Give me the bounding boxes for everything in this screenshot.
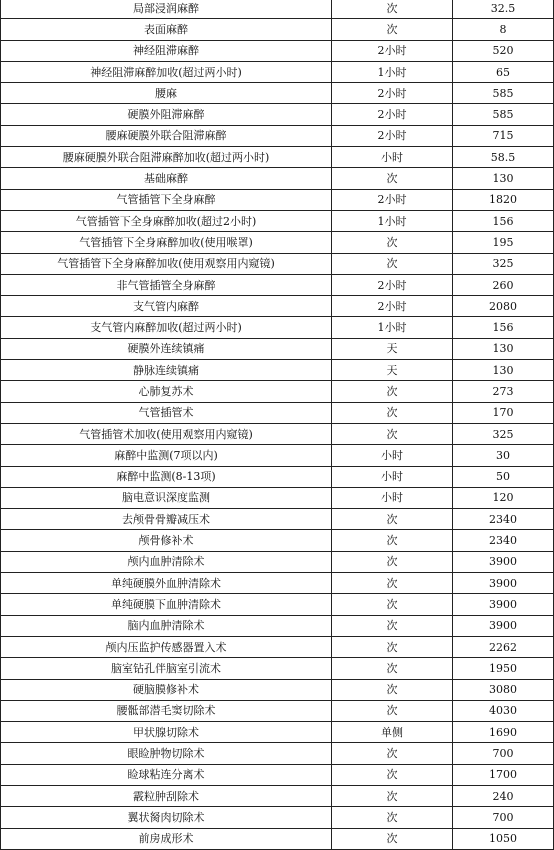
- price-cell: 2340: [453, 530, 554, 551]
- table-row: [1, 743, 554, 764]
- unit-cell: 次: [332, 764, 453, 785]
- price-cell: 1820: [453, 189, 554, 210]
- price-cell: 325: [453, 423, 554, 444]
- unit-cell: 次: [332, 743, 453, 764]
- item-name-cell: 腰麻硬膜外联合阻滞麻醉: [1, 125, 332, 146]
- price-cell: 273: [453, 381, 554, 402]
- price-cell: 3900: [453, 551, 554, 572]
- unit-cell: 2小时: [332, 104, 453, 125]
- item-name-cell: 神经阻滞麻醉加收(超过两小时): [1, 61, 332, 82]
- table-row: [1, 785, 554, 806]
- item-name-cell: 甲状腺切除术: [1, 722, 332, 743]
- item-name-cell: 气管插管下全身麻醉: [1, 189, 332, 210]
- item-name-cell: 麻醉中监测(8-13项): [1, 466, 332, 487]
- price-cell: 50: [453, 466, 554, 487]
- price-cell: 130: [453, 360, 554, 381]
- unit-cell: 次: [332, 232, 453, 253]
- price-cell: 3080: [453, 679, 554, 700]
- item-name-cell: 脑电意识深度监测: [1, 487, 332, 508]
- price-cell: 715: [453, 125, 554, 146]
- price-cell: 8: [453, 19, 554, 40]
- item-name-cell: 气管插管下全身麻醉加收(使用观察用内窥镜): [1, 253, 332, 274]
- table-row: [1, 764, 554, 785]
- item-name-cell: 气管插管术: [1, 402, 332, 423]
- item-name-cell: 神经阻滞麻醉: [1, 40, 332, 61]
- unit-cell: 小时: [332, 147, 453, 168]
- price-cell: 520: [453, 40, 554, 61]
- unit-cell: 次: [332, 0, 453, 19]
- table-row: [1, 636, 554, 657]
- unit-cell: 2小时: [332, 40, 453, 61]
- price-cell: 700: [453, 807, 554, 828]
- item-name-cell: 腰骶部潜毛窦切除术: [1, 700, 332, 721]
- unit-cell: 2小时: [332, 83, 453, 104]
- price-cell: 1950: [453, 658, 554, 679]
- item-name-cell: 睑球粘连分离术: [1, 764, 332, 785]
- table-row: [1, 61, 554, 82]
- table-row: [1, 274, 554, 295]
- table-row: [1, 83, 554, 104]
- item-name-cell: 颅内压监护传感器置入术: [1, 636, 332, 657]
- item-name-cell: 腰麻硬膜外联合阻滞麻醉加收(超过两小时): [1, 147, 332, 168]
- table-row: [1, 423, 554, 444]
- table-row: [1, 509, 554, 530]
- table-row: [1, 19, 554, 40]
- table-row: [1, 232, 554, 253]
- item-name-cell: 颅骨修补术: [1, 530, 332, 551]
- unit-cell: 次: [332, 658, 453, 679]
- unit-cell: 次: [332, 785, 453, 806]
- price-cell: 2080: [453, 296, 554, 317]
- price-cell: 585: [453, 104, 554, 125]
- price-cell: 1700: [453, 764, 554, 785]
- item-name-cell: 霰粒肿刮除术: [1, 785, 332, 806]
- item-name-cell: 颅内血肿清除术: [1, 551, 332, 572]
- item-name-cell: 表面麻醉: [1, 19, 332, 40]
- unit-cell: 次: [332, 615, 453, 636]
- unit-cell: 单侧: [332, 722, 453, 743]
- unit-cell: 次: [332, 381, 453, 402]
- item-name-cell: 脑内血肿清除术: [1, 615, 332, 636]
- table-row: [1, 530, 554, 551]
- table-row: [1, 360, 554, 381]
- table-row: [1, 573, 554, 594]
- unit-cell: 1小时: [332, 210, 453, 231]
- table-row: [1, 338, 554, 359]
- table-row: [1, 722, 554, 743]
- unit-cell: 小时: [332, 445, 453, 466]
- item-name-cell: 支气管内麻醉加收(超过两小时): [1, 317, 332, 338]
- price-cell: 1690: [453, 722, 554, 743]
- item-name-cell: 腰麻: [1, 83, 332, 104]
- item-name-cell: 局部浸润麻醉: [1, 0, 332, 19]
- table-row: [1, 551, 554, 572]
- price-cell: 260: [453, 274, 554, 295]
- price-cell: 195: [453, 232, 554, 253]
- table-row: [1, 147, 554, 168]
- table-row: [1, 679, 554, 700]
- item-name-cell: 硬脑膜修补术: [1, 679, 332, 700]
- item-name-cell: 气管插管术加收(使用观察用内窥镜): [1, 423, 332, 444]
- price-cell: 156: [453, 210, 554, 231]
- table-row: [1, 125, 554, 146]
- price-cell: 65: [453, 61, 554, 82]
- unit-cell: 小时: [332, 487, 453, 508]
- table-row: [1, 700, 554, 721]
- price-cell: 130: [453, 168, 554, 189]
- price-cell: 170: [453, 402, 554, 423]
- price-cell: 30: [453, 445, 554, 466]
- price-cell: 240: [453, 785, 554, 806]
- table-row: [1, 0, 554, 19]
- unit-cell: 次: [332, 807, 453, 828]
- table-row: [1, 594, 554, 615]
- price-cell: 120: [453, 487, 554, 508]
- table-row: [1, 296, 554, 317]
- table-row: [1, 168, 554, 189]
- item-name-cell: 去颅骨骨瓣减压术: [1, 509, 332, 530]
- unit-cell: 小时: [332, 466, 453, 487]
- price-cell: 585: [453, 83, 554, 104]
- unit-cell: 次: [332, 594, 453, 615]
- unit-cell: 次: [332, 402, 453, 423]
- item-name-cell: 静脉连续镇痛: [1, 360, 332, 381]
- item-name-cell: 前房成形术: [1, 828, 332, 849]
- table-row: [1, 466, 554, 487]
- unit-cell: 次: [332, 551, 453, 572]
- table-row: [1, 402, 554, 423]
- unit-cell: 1小时: [332, 61, 453, 82]
- price-cell: 325: [453, 253, 554, 274]
- unit-cell: 次: [332, 573, 453, 594]
- item-name-cell: 翼状胬肉切除术: [1, 807, 332, 828]
- item-name-cell: 基础麻醉: [1, 168, 332, 189]
- unit-cell: 次: [332, 828, 453, 849]
- price-cell: 58.5: [453, 147, 554, 168]
- price-cell: 156: [453, 317, 554, 338]
- item-name-cell: 麻醉中监测(7项以内): [1, 445, 332, 466]
- item-name-cell: 单纯硬膜外血肿清除术: [1, 573, 332, 594]
- item-name-cell: 硬膜外连续镇痛: [1, 338, 332, 359]
- unit-cell: 次: [332, 530, 453, 551]
- table-row: [1, 253, 554, 274]
- unit-cell: 次: [332, 253, 453, 274]
- table-row: [1, 658, 554, 679]
- table-row: [1, 807, 554, 828]
- unit-cell: 2小时: [332, 189, 453, 210]
- price-cell: 3900: [453, 573, 554, 594]
- price-cell: 700: [453, 743, 554, 764]
- item-name-cell: 气管插管下全身麻醉加收(超过2小时): [1, 210, 332, 231]
- price-cell: 1050: [453, 828, 554, 849]
- price-cell: 2340: [453, 509, 554, 530]
- price-cell: 3900: [453, 615, 554, 636]
- table-row: [1, 381, 554, 402]
- item-name-cell: 单纯硬膜下血肿清除术: [1, 594, 332, 615]
- table-row: [1, 487, 554, 508]
- unit-cell: 次: [332, 19, 453, 40]
- item-name-cell: 硬膜外阻滞麻醉: [1, 104, 332, 125]
- unit-cell: 2小时: [332, 296, 453, 317]
- unit-cell: 次: [332, 509, 453, 530]
- item-name-cell: 非气管插管全身麻醉: [1, 274, 332, 295]
- unit-cell: 次: [332, 636, 453, 657]
- price-cell: 32.5: [453, 0, 554, 19]
- table-row: [1, 615, 554, 636]
- table-row: [1, 317, 554, 338]
- table-row: [1, 104, 554, 125]
- item-name-cell: 气管插管下全身麻醉加收(使用喉罩): [1, 232, 332, 253]
- unit-cell: 次: [332, 423, 453, 444]
- unit-cell: 2小时: [332, 274, 453, 295]
- price-table-body: [1, 0, 554, 849]
- unit-cell: 天: [332, 338, 453, 359]
- table-row: [1, 210, 554, 231]
- unit-cell: 次: [332, 679, 453, 700]
- item-name-cell: 心肺复苏术: [1, 381, 332, 402]
- table-row: [1, 40, 554, 61]
- price-cell: 130: [453, 338, 554, 359]
- unit-cell: 次: [332, 700, 453, 721]
- unit-cell: 次: [332, 168, 453, 189]
- table-row: [1, 445, 554, 466]
- item-name-cell: 眼睑肿物切除术: [1, 743, 332, 764]
- item-name-cell: 脑室钻孔伴脑室引流术: [1, 658, 332, 679]
- unit-cell: 天: [332, 360, 453, 381]
- item-name-cell: 支气管内麻醉: [1, 296, 332, 317]
- price-cell: 4030: [453, 700, 554, 721]
- unit-cell: 2小时: [332, 125, 453, 146]
- price-cell: 2262: [453, 636, 554, 657]
- table-row: [1, 828, 554, 849]
- table-row: [1, 189, 554, 210]
- price-cell: 3900: [453, 594, 554, 615]
- unit-cell: 1小时: [332, 317, 453, 338]
